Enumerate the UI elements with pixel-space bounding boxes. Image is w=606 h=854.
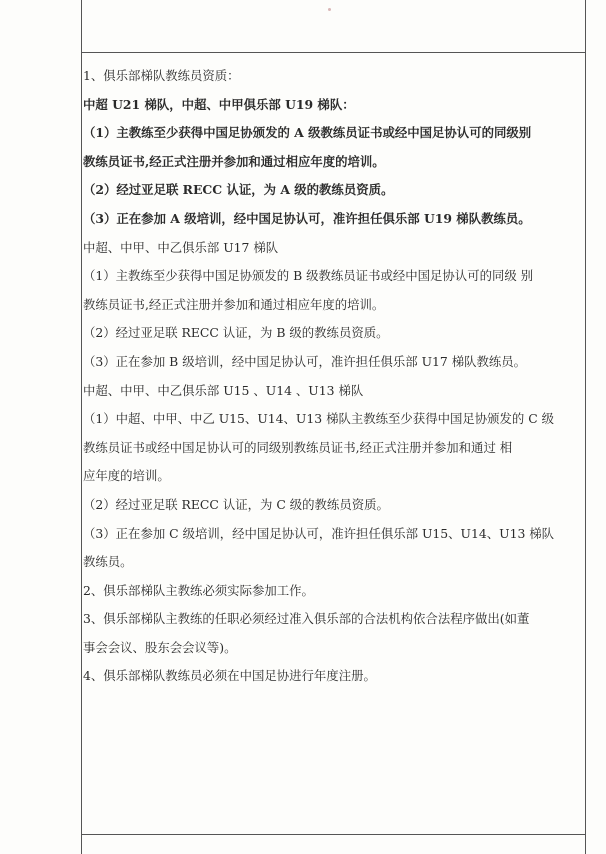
line-3: （1）主教练至少获得中国足协颁发的 A 级教练员证书或经中国足协认可的同级别 xyxy=(83,125,532,141)
scan-speck xyxy=(328,8,331,11)
line-11: （3）正在参加 B 级培训，经中国足协认可，准许担任俱乐部 U17 梯队教练员。 xyxy=(83,353,527,369)
line-2: 中超 U21 梯队，中超、中甲俱乐部 U19 梯队： xyxy=(83,96,355,112)
line-18: 教练员。 xyxy=(83,554,133,570)
line-9: 教练员证书,经正式注册并参加和通过相应年度的培训。 xyxy=(83,296,385,312)
table-bottom-border xyxy=(81,834,585,835)
line-4: 教练员证书,经正式注册并参加和通过相应年度的培训。 xyxy=(83,153,385,169)
table-top-border xyxy=(81,52,585,53)
line-19: 2、俱乐部梯队主教练必须实际参加工作。 xyxy=(83,582,314,598)
line-13: （1）中超、中甲、中乙 U15、U14、U13 梯队主教练至少获得中国足协颁发的 C 级 xyxy=(83,411,555,427)
line-5: （2）经过亚足联 RECC 认证，为 A 级的教练员资质。 xyxy=(83,182,394,198)
line-8: （1）主教练至少获得中国足协颁发的 B 级教练员证书或经中国足协认可的同级 别 xyxy=(83,268,534,284)
line-10: （2）经过亚足联 RECC 认证，为 B 级的教练员资质。 xyxy=(83,325,389,341)
line-22: 4、俱乐部梯队教练员必须在中国足协进行年度注册。 xyxy=(83,668,376,684)
line-20: 3、俱乐部梯队主教练的任职必须经过准入俱乐部的合法机构依合法程序做出(如董 xyxy=(83,611,530,627)
line-7: 中超、中甲、中乙俱乐部 U17 梯队 xyxy=(83,239,279,255)
table-left-border xyxy=(81,0,82,854)
line-21: 事会会议、股东会会议等)。 xyxy=(83,639,237,655)
line-1: 1、俱乐部梯队教练员资质： xyxy=(83,68,240,83)
line-17: （3）正在参加 C 级培训，经中国足协认可，准许担任俱乐部 U15、U14、U13 梯队 xyxy=(83,525,555,541)
line-12: 中超、中甲、中乙俱乐部 U15 、U14 、U13 梯队 xyxy=(83,382,364,398)
line-6: （3）正在参加 A 级培训，经中国足协认可，准许担任俱乐部 U19 梯队教练员。 xyxy=(83,210,531,226)
line-16: （2）经过亚足联 RECC 认证，为 C 级的教练员资质。 xyxy=(83,496,389,512)
line-15: 应年度的培训。 xyxy=(83,468,170,484)
line-14: 教练员证书或经中国足协认可的同级别教练员证书,经正式注册并参加和通过 相 xyxy=(83,439,513,455)
table-right-border xyxy=(585,0,586,854)
document-body xyxy=(83,62,581,691)
